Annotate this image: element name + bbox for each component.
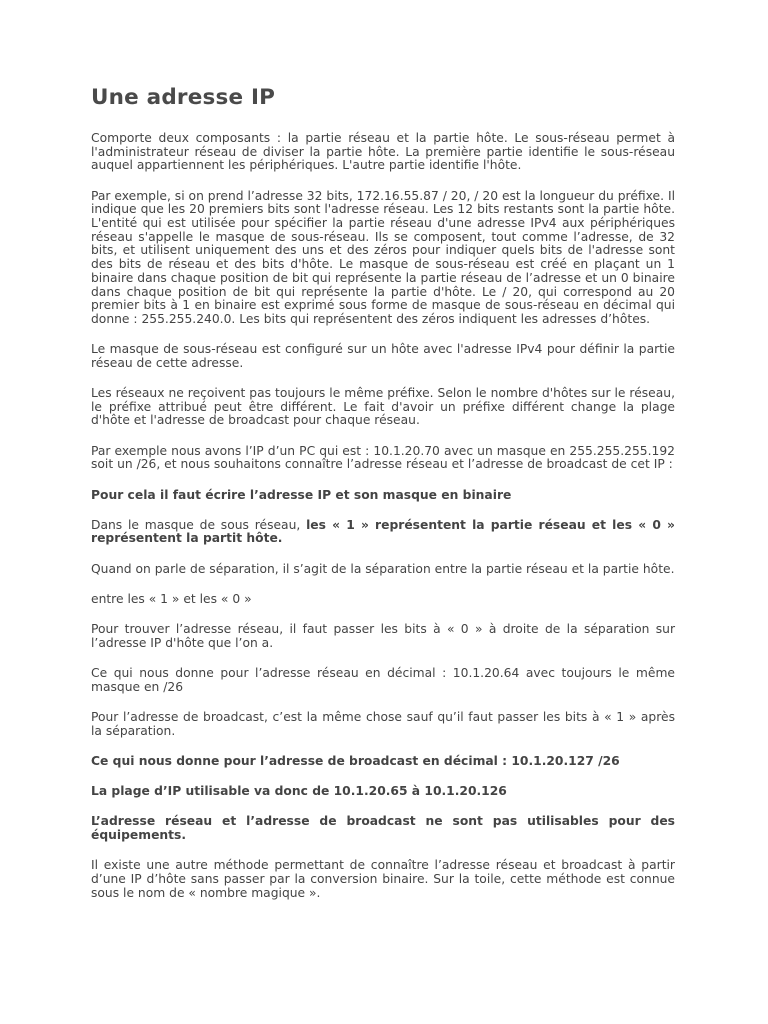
paragraph-composants: Comporte deux composants : la partie réseau et la partie hôte. Le sous-réseau permet à l'administrateur réseau de diviser la partie hôte. La première partie identifie le sous-réseau auquel appartiennent les périphériques. L'autre partie identifie l'hôte. — [91, 131, 675, 173]
paragraph-masque-text: Dans le masque de sous réseau, — [91, 517, 307, 532]
paragraph-entre-bits: entre les « 1 » et les « 0 » — [91, 591, 252, 606]
paragraph-plage-ip: La plage d’IP utilisable va donc de 10.1.20.65 à 10.1.20.126 — [91, 784, 507, 798]
paragraph-masque-config: Le masque de sous-réseau est configuré sur un hôte avec l'adresse IPv4 pour définir la partie réseau de cette adresse. — [91, 342, 675, 370]
paragraph-masque-sous-reseau — [91, 519, 675, 546]
document-title: Une adresse IP — [91, 85, 276, 110]
paragraph-ecrire-binaire: Pour cela il faut écrire l’adresse IP et son masque en binaire — [91, 487, 512, 502]
paragraph-exemple-prefixe: Par exemple, si on prend l’adresse 32 bits, 172.16.55.87 / 20, / 20 est la longueur du préfixe. Il indique que les 20 premiers bits sont l'adresse réseau. Les 12 bits restants sont la partie hôte. L'entité qui est utilisée pour spécifier la partie réseau d'une adresse IPv4 aux périphériques réseau s'appelle le masque de sous-réseau. Ils se composent, tout comme l’adresse, de 32 bits, et utilisent uniquement des uns et des zéros pour indiquer quels bits de l'adresse sont des bits de réseau et des bits d'hôte. Le masque de sous-réseau est créé en plaçant un 1 binaire dans chaque position de bit qui représente la partie réseau de l’adresse et un 0 binaire dans chaque position de bit qui représente la partie d'hôte. Le / 20, qui correspond au 20 premier bits à 1 en binaire est exprimé sous forme de masque de sous-réseau en décimal qui donne : 255.255.240.0. Les bits qui représentent des zéros indiquent les adresses d’hôtes. — [91, 188, 675, 326]
paragraph-separation: Quand on parle de séparation, il s’agit de la séparation entre la partie réseau et la partie hôte. — [91, 561, 675, 576]
paragraph-resultat-reseau: Ce qui nous donne pour l’adresse réseau en décimal : 10.1.20.64 avec toujours le même masque en /26 — [91, 665, 675, 694]
paragraph-exemple-pc: Par exemple nous avons l’IP d’un PC qui est : 10.1.20.70 avec un masque en 255.255.255.192 soit un /26, et nous souhaitons connaître l’adresse réseau et l’adresse de broadcast de cet IP : — [91, 443, 675, 472]
paragraph-broadcast: Pour l’adresse de broadcast, c’est la même chose sauf qu’il faut passer les bits à « 1 » après la séparation. — [91, 709, 675, 738]
paragraph-nombre-magique: Il existe une autre méthode permettant de connaître l’adresse réseau et broadcast à partir d’une IP d’hôte sans passer par la conversion binaire. Sur la toile, cette méthode est connue sous le nom de « nombre magique ». — [91, 858, 675, 900]
paragraph-masque-bold: les « 1 » représentent la partie réseau et les « 0 » représentent la partit hôte. — [91, 517, 675, 546]
paragraph-resultat-broadcast: Ce qui nous donne pour l’adresse de broadcast en décimal : 10.1.20.127 /26 — [91, 753, 620, 768]
paragraph-adresse-reseau: Pour trouver l’adresse réseau, il faut passer les bits à « 0 » à droite de la séparation sur l’adresse IP d'hôte que l’on a. — [91, 622, 675, 650]
paragraph-reseaux-prefixe: Les réseaux ne reçoivent pas toujours le même préfixe. Selon le nombre d'hôtes sur le réseau, le préfixe attribué peut être différent. Le fait d'avoir un préfixe différent change la plage d'hôte et l'adresse de broadcast pour chaque réseau. — [91, 386, 675, 428]
paragraph-non-utilisables: L’adresse réseau et l’adresse de broadcast ne sont pas utilisables pour des équipements. — [91, 814, 675, 842]
document-page — [91, 84, 675, 917]
